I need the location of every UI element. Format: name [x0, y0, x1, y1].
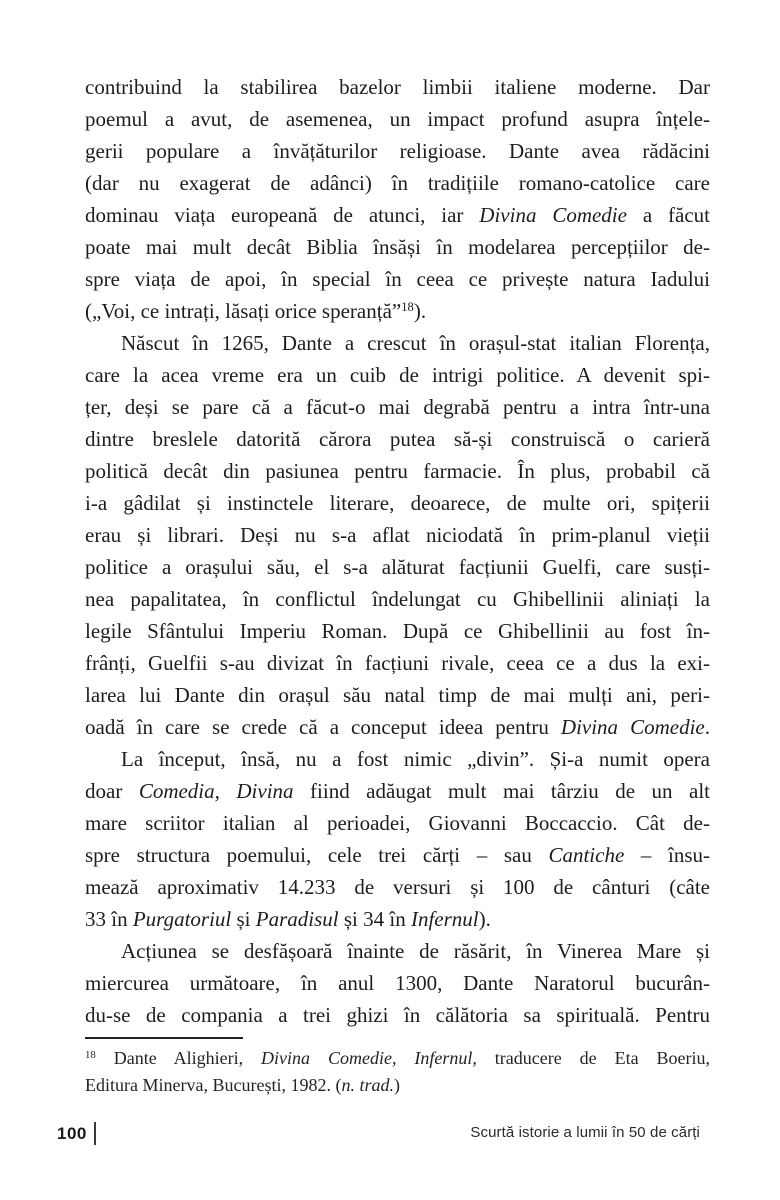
text-line	[85, 935, 710, 967]
text-line	[85, 711, 710, 743]
text-segment: și 34 în	[338, 907, 411, 931]
italic-text-segment: n. trad.	[341, 1075, 394, 1095]
text-segment: politice a orașului său, el s-a alăturat facțiunii Guelfi, care susți-	[85, 555, 710, 579]
text-line	[85, 807, 710, 839]
text-segment: miercurea următoare, în anul 1300, Dante Naratorul bucurân-	[85, 971, 710, 995]
text-segment: i-a gâdilat și instinctele literare, deoarece, de multe ori, spițerii	[85, 491, 710, 515]
text-segment: doar	[85, 779, 139, 803]
text-segment: nea papalitatea, în conflictul îndelungat cu Ghibellinii aliniați la	[85, 587, 710, 611]
text-segment: (dar nu exagerat de adânci) în tradițiile romano-catolice care	[85, 171, 710, 195]
text-segment: poate mai mult decât Biblia însăși în modelarea percepțiilor de-	[85, 235, 710, 259]
text-line	[85, 903, 710, 935]
text-segment: – însu-	[624, 843, 711, 867]
text-line	[85, 199, 710, 231]
text-segment: Născut în 1265, Dante a crescut în orașul-stat italian Florența,	[121, 331, 710, 355]
text-line	[85, 487, 710, 519]
text-line	[85, 775, 710, 807]
text-segment: mare scriitor italian al perioadei, Giovanni Boccaccio. Cât de-	[85, 811, 710, 835]
text-segment: erau și librari. Deși nu s-a aflat niciodată în prim-planul vieții	[85, 523, 710, 547]
text-line	[85, 263, 710, 295]
text-segment: oadă în care se crede că a conceput ideea pentru	[85, 715, 561, 739]
text-line	[85, 743, 710, 775]
text-line	[85, 423, 710, 455]
italic-text-segment: Purgatoriul	[132, 907, 232, 931]
text-segment: politică decât din pasiunea pentru farmacie. În plus, probabil că	[85, 459, 710, 483]
running-footer-title: Scurtă istorie a lumii în 50 de cărți	[470, 1124, 700, 1141]
italic-text-segment: Infernul	[410, 907, 479, 931]
text-segment: spre viața de apoi, în special în ceea ce privește natura Iadului	[85, 267, 710, 291]
footnote-ref: 18	[401, 300, 414, 315]
text-segment: și	[231, 907, 256, 931]
footnote-line	[85, 1072, 710, 1099]
footnote	[85, 1045, 710, 1099]
text-line	[85, 135, 710, 167]
text-segment: mează aproximativ 14.233 de versuri și 100 de cânturi (câte	[85, 875, 710, 899]
italic-text-segment: Cantiche	[548, 843, 625, 867]
text-segment: La început, însă, nu a fost nimic „divin”. Și-a numit opera	[121, 747, 710, 771]
text-line	[85, 551, 710, 583]
text-line	[85, 71, 710, 103]
text-segment: )	[393, 1075, 400, 1095]
text-line	[85, 295, 710, 327]
text-segment: contribuind la stabilirea bazelor limbii italiene moderne. Dar	[85, 75, 710, 99]
text-line	[85, 103, 710, 135]
text-segment: Editura Minerva, București, 1982. (	[85, 1075, 342, 1095]
page-number: 100	[57, 1124, 87, 1143]
footnote-separator	[85, 1037, 243, 1039]
italic-text-segment: Divina Comedie	[560, 715, 705, 739]
text-line	[85, 519, 710, 551]
footer-divider	[94, 1122, 96, 1145]
text-line	[85, 359, 710, 391]
text-segment: spre structura poemului, cele trei cărți – sau	[85, 843, 549, 867]
text-segment: care la acea vreme era un cuib de intrigi politice. A devenit spi-	[85, 363, 710, 387]
footnote-ref: 18	[85, 1049, 96, 1062]
text-segment: ).	[413, 299, 427, 323]
text-line	[85, 231, 710, 263]
text-line	[85, 647, 710, 679]
text-line	[85, 455, 710, 487]
text-segment: ,	[214, 779, 237, 803]
text-segment: a făcut	[626, 203, 710, 227]
italic-text-segment: Divina	[236, 779, 294, 803]
text-segment: („Voi, ce intrați, lăsați orice speranță”	[85, 299, 402, 323]
text-segment: fiind adăugat mult mai târziu de un alt	[293, 779, 711, 803]
page-footer	[57, 1122, 700, 1148]
footnote-line	[85, 1045, 710, 1072]
italic-text-segment: Comedia	[138, 779, 215, 803]
text-line	[85, 615, 710, 647]
text-line	[85, 999, 710, 1031]
text-segment: du-se de compania a trei ghizi în călătoria sa spirituală. Pentru	[85, 1003, 710, 1027]
text-line	[85, 583, 710, 615]
body-text	[85, 71, 710, 1031]
italic-text-segment: Divina Comedie, Infernul,	[261, 1048, 477, 1068]
text-line	[85, 391, 710, 423]
text-segment: țer, deși se pare că a făcut-o mai degrabă pentru a intra într-una	[85, 395, 710, 419]
text-segment: frânți, Guelfii s-au divizat în facțiuni rivale, ceea ce a dus la exi-	[85, 651, 710, 675]
text-segment: Acțiunea se desfășoară înainte de răsărit, în Vinerea Mare și	[121, 939, 710, 963]
italic-text-segment: Paradisul	[255, 907, 339, 931]
text-line	[85, 167, 710, 199]
text-segment: dintre breslele datorită cărora putea să-și construiscă o carieră	[85, 427, 710, 451]
text-segment: traducere de Eta Boeriu,	[476, 1048, 710, 1068]
text-segment: ).	[478, 907, 491, 931]
text-line	[85, 327, 710, 359]
text-segment: 33 în	[85, 907, 133, 931]
text-line	[85, 839, 710, 871]
text-segment: Dante Alighieri,	[95, 1048, 262, 1068]
text-segment: larea lui Dante din orașul său natal timp de mai mulți ani, peri-	[85, 683, 710, 707]
text-segment: poemul a avut, de asemenea, un impact profund asupra înțele-	[85, 107, 710, 131]
text-segment: gerii populare a învățăturilor religioase. Dante avea rădăcini	[85, 139, 710, 163]
text-line	[85, 679, 710, 711]
text-segment: dominau viața europeană de atunci, iar	[85, 203, 480, 227]
text-segment: legile Sfântului Imperiu Roman. După ce Ghibellinii au fost în-	[85, 619, 710, 643]
text-line	[85, 871, 710, 903]
text-segment: .	[704, 715, 710, 739]
italic-text-segment: Divina Comedie	[479, 203, 627, 227]
text-line	[85, 967, 710, 999]
